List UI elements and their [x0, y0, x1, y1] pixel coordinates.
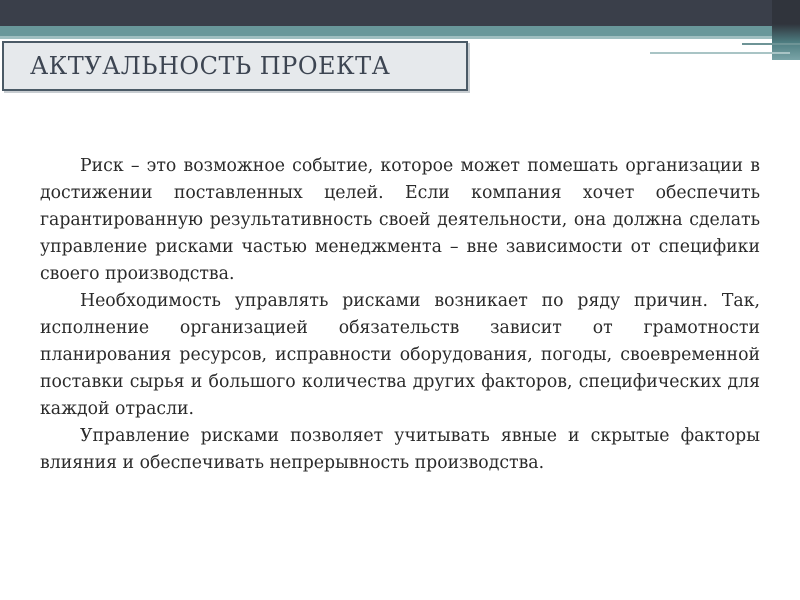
paragraph-risk-necessity: Необходимость управлять рисками возникает по ряду причин. Так, исполнение организацией обязательств зависит от грамотности планирования ресурсов, исправности оборудования, погоды, своевременной поставки сырья и большого количества других факторов, специфических для каждой отрасли. — [40, 291, 760, 419]
decorative-line — [742, 43, 800, 45]
paragraph-risk-definition: Риск – это возможное событие, которое может помешать организации в достижении поставленных целей. Если компания хочет обеспечить гарантированную результативность своей деятельности, она должна сделать управление рисками частью менеджмента – вне зависимости от специфики своего производства. — [40, 156, 760, 284]
slide-title: АКТУАЛЬНОСТЬ ПРОЕКТА — [30, 52, 391, 80]
header-band — [0, 0, 800, 26]
paragraph-risk-management: Управление рисками позволяет учитывать явные и скрытые факторы влияния и обеспечивать непрерывность производства. — [40, 426, 760, 473]
header-accent-bar-light — [0, 36, 800, 39]
title-box — [2, 41, 468, 91]
corner-decoration — [772, 0, 800, 60]
decorative-line-secondary — [650, 52, 790, 54]
header-accent-bar — [0, 26, 800, 36]
slide-body — [40, 153, 760, 477]
